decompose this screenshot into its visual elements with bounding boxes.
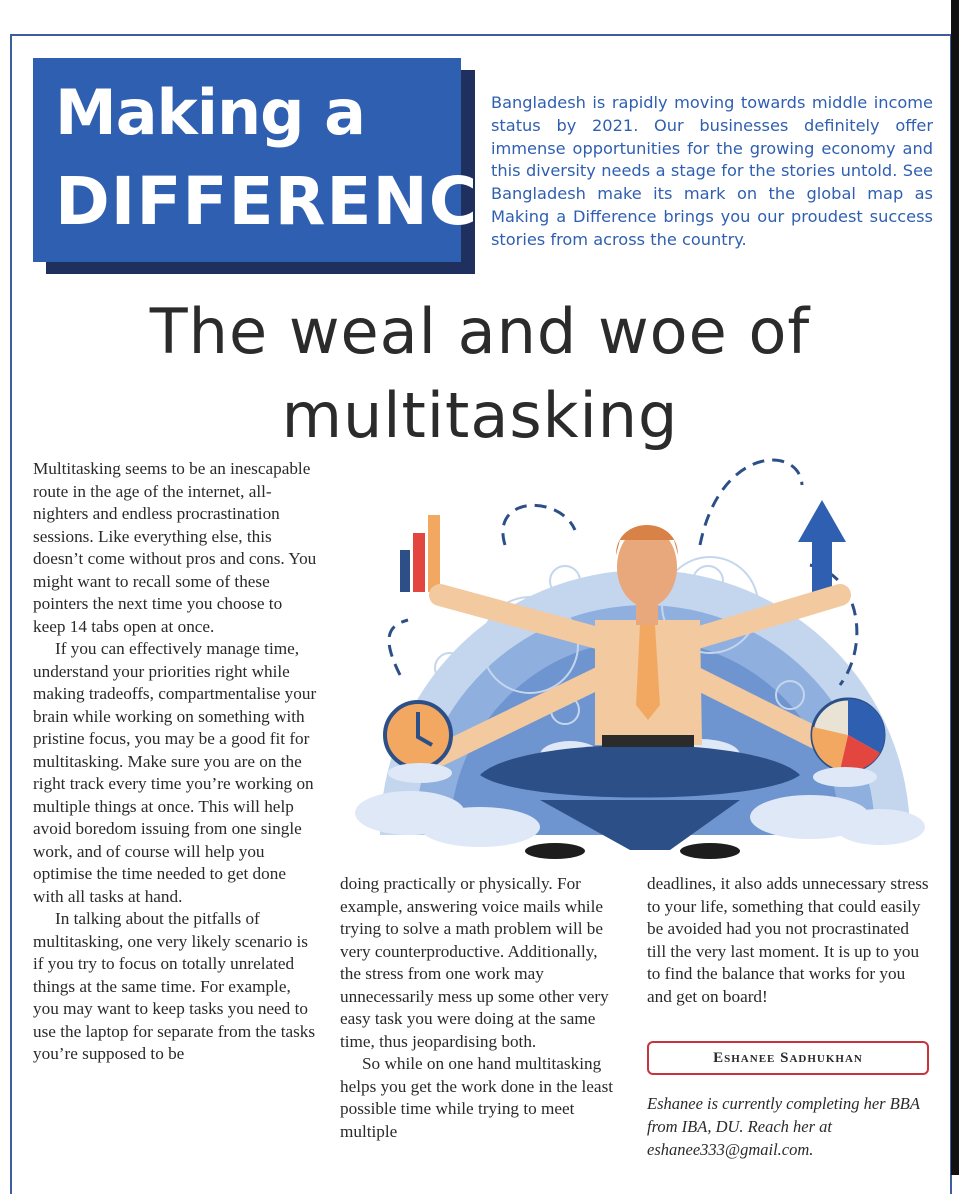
multitasking-illustration xyxy=(340,455,940,865)
author-bio: Eshanee is currently completing her BBA from IBA, DU. Reach her at eshanee333@gmail.com. xyxy=(647,1094,920,1159)
paragraph: Multitasking seems to be an inescapable route in the age of the internet, all-nighters and endless procrastination sessions. Like everything else, this doesn’t come without pros and cons. You might want to recall some of these pointers the next time you choose to keep 14 tabs open at once. xyxy=(33,459,317,636)
paragraph: doing practically or physically. For example, answering voice mails while trying to solve a math problem will be very counterproductive. Additionally, the stress from one work may unnecessarily mess up some other very easy task you were doing at the same time, thus jeopardising both. xyxy=(340,874,609,1051)
masthead-line2: DIFFERENCE xyxy=(55,163,525,240)
paragraph: In talking about the pitfalls of multitasking, one very likely scenario is if you try to focus on totally unrelated things at the same time. For example, you may want to keep tasks you need to use the laptop for separate from the tasks you’re supposed to be xyxy=(33,909,316,1063)
headline-line1: The weal and woe of xyxy=(149,295,811,368)
author-byline: Eshanee Sadhukhan xyxy=(647,1041,929,1075)
masthead-line1: Making a xyxy=(55,76,365,149)
body-column-1 xyxy=(33,458,318,1066)
paragraph: So while on one hand multitasking helps you get the work done in the least possible time while trying to meet multiple xyxy=(340,1054,614,1141)
paragraph: If you can effectively manage time, understand your priorities right while making tradeoffs, compartmentalise your brain while working on something with pristine focus, you may be a good fit for multitasking. Make sure you are on the right track every time you’re working on multiple things at once. This will help avoid boredom issuing from one single work, and of course will help you optimise the time needed to get done with all tasks at hand. xyxy=(33,639,317,906)
section-intro: Bangladesh is rapidly moving towards middle income status by 2021. Our businesses definitely offer immense opportunities for the growing economy and this diversity needs a stage for the stories untold. See Bangladesh make its mark on the global map as Making a Difference brings you our proudest success stories from across the country. xyxy=(491,93,933,249)
page-edge xyxy=(951,0,959,1175)
body-column-2 xyxy=(340,873,620,1143)
body-column-3 xyxy=(647,873,932,1008)
section-masthead xyxy=(33,58,525,262)
paragraph: deadlines, it also adds unnecessary stress to your life, something that could easily be avoided had you not procrastinated till the very last moment. It is up to you to find the balance that works for you and get on board! xyxy=(647,874,929,1006)
article-headline xyxy=(40,290,920,458)
headline-line2: multitasking xyxy=(281,379,679,452)
